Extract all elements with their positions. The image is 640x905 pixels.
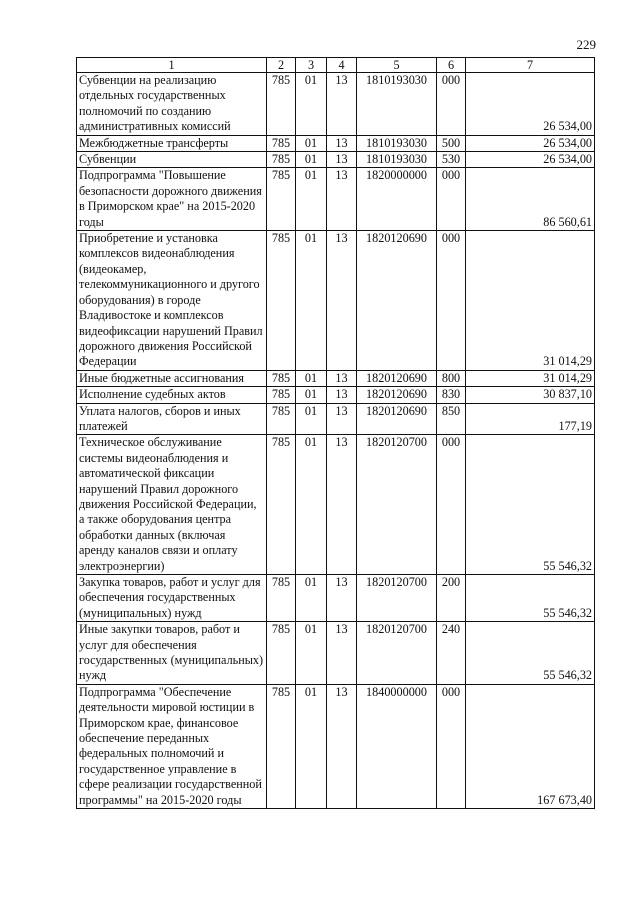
table-row — [77, 73, 595, 136]
row-name-cell: Субвенции на реализацию отдельных государственных полномочий по созданию административных комиссий — [77, 73, 267, 136]
row-name-cell: Иные закупки товаров, работ и услуг для обеспечения государственных (муниципальных) нужд — [77, 622, 267, 685]
target-article-cell: 1820120700 — [357, 435, 437, 575]
target-article-cell: 1820120690 — [357, 370, 437, 386]
section-code-cell: 01 — [296, 622, 327, 685]
expense-type-cell: 000 — [437, 73, 466, 136]
table-body — [77, 73, 595, 809]
section-code-cell: 01 — [296, 435, 327, 575]
ministry-code-cell: 785 — [267, 435, 296, 575]
expense-type-cell: 000 — [437, 435, 466, 575]
section-code-cell: 01 — [296, 231, 327, 371]
subsection-code-cell: 13 — [327, 575, 357, 622]
column-header: 7 — [466, 58, 595, 73]
section-code-cell: 01 — [296, 684, 327, 808]
amount-cell: 26 534,00 — [466, 152, 595, 168]
table-row — [77, 231, 595, 371]
expense-type-cell: 000 — [437, 231, 466, 371]
ministry-code-cell: 785 — [267, 168, 296, 231]
table-row — [77, 135, 595, 151]
expense-type-cell: 530 — [437, 152, 466, 168]
ministry-code-cell: 785 — [267, 135, 296, 151]
table-row — [77, 370, 595, 386]
section-code-cell: 01 — [296, 387, 327, 403]
amount-cell: 55 546,32 — [466, 435, 595, 575]
table-row — [77, 435, 595, 575]
amount-cell: 55 546,32 — [466, 622, 595, 685]
section-code-cell: 01 — [296, 403, 327, 435]
table-header-row — [77, 58, 595, 73]
table-row — [77, 622, 595, 685]
amount-cell: 177,19 — [466, 403, 595, 435]
expense-type-cell: 850 — [437, 403, 466, 435]
amount-cell: 26 534,00 — [466, 73, 595, 136]
subsection-code-cell: 13 — [327, 403, 357, 435]
expense-type-cell: 500 — [437, 135, 466, 151]
target-article-cell: 1840000000 — [357, 684, 437, 808]
row-name-cell: Приобретение и установка комплексов видеонаблюдения (видеокамер, телекоммуникационного и другого оборудования) в городе Владивостоке и комплексов видеофиксации нарушений Правил дорожного движения Российской Федерации — [77, 231, 267, 371]
ministry-code-cell: 785 — [267, 575, 296, 622]
column-header: 5 — [357, 58, 437, 73]
column-header: 2 — [267, 58, 296, 73]
row-name-cell: Закупка товаров, работ и услуг для обеспечения государственных (муниципальных) нужд — [77, 575, 267, 622]
row-name-cell: Иные бюджетные ассигнования — [77, 370, 267, 386]
amount-cell: 167 673,40 — [466, 684, 595, 808]
amount-cell: 30 837,10 — [466, 387, 595, 403]
expense-type-cell: 830 — [437, 387, 466, 403]
target-article-cell: 1810193030 — [357, 152, 437, 168]
table-row — [77, 684, 595, 808]
amount-cell: 26 534,00 — [466, 135, 595, 151]
target-article-cell: 1810193030 — [357, 135, 437, 151]
target-article-cell: 1820120690 — [357, 403, 437, 435]
section-code-cell: 01 — [296, 152, 327, 168]
row-name-cell: Исполнение судебных актов — [77, 387, 267, 403]
section-code-cell: 01 — [296, 135, 327, 151]
row-name-cell: Межбюджетные трансферты — [77, 135, 267, 151]
row-name-cell: Подпрограмма "Повышение безопасности дорожного движения в Приморском крае" на 2015-2020 годы — [77, 168, 267, 231]
target-article-cell: 1820120700 — [357, 575, 437, 622]
subsection-code-cell: 13 — [327, 435, 357, 575]
section-code-cell: 01 — [296, 575, 327, 622]
amount-cell: 31 014,29 — [466, 231, 595, 371]
subsection-code-cell: 13 — [327, 387, 357, 403]
budget-table — [76, 57, 595, 809]
expense-type-cell: 800 — [437, 370, 466, 386]
section-code-cell: 01 — [296, 168, 327, 231]
subsection-code-cell: 13 — [327, 73, 357, 136]
table-row — [77, 403, 595, 435]
page-number: 229 — [576, 37, 596, 52]
expense-type-cell: 000 — [437, 168, 466, 231]
subsection-code-cell: 13 — [327, 152, 357, 168]
ministry-code-cell: 785 — [267, 403, 296, 435]
ministry-code-cell: 785 — [267, 370, 296, 386]
amount-cell: 86 560,61 — [466, 168, 595, 231]
subsection-code-cell: 13 — [327, 622, 357, 685]
expense-type-cell: 200 — [437, 575, 466, 622]
subsection-code-cell: 13 — [327, 370, 357, 386]
column-header: 4 — [327, 58, 357, 73]
ministry-code-cell: 785 — [267, 387, 296, 403]
amount-cell: 31 014,29 — [466, 370, 595, 386]
subsection-code-cell: 13 — [327, 684, 357, 808]
column-header: 3 — [296, 58, 327, 73]
ministry-code-cell: 785 — [267, 231, 296, 371]
subsection-code-cell: 13 — [327, 135, 357, 151]
target-article-cell: 1820120700 — [357, 622, 437, 685]
column-header: 1 — [77, 58, 267, 73]
section-code-cell: 01 — [296, 370, 327, 386]
table-row — [77, 152, 595, 168]
expense-type-cell: 240 — [437, 622, 466, 685]
amount-cell: 55 546,32 — [466, 575, 595, 622]
section-code-cell: 01 — [296, 73, 327, 136]
target-article-cell: 1820120690 — [357, 231, 437, 371]
subsection-code-cell: 13 — [327, 168, 357, 231]
expense-type-cell: 000 — [437, 684, 466, 808]
ministry-code-cell: 785 — [267, 152, 296, 168]
column-header: 6 — [437, 58, 466, 73]
table-row — [77, 168, 595, 231]
row-name-cell: Подпрограмма "Обеспечение деятельности мировой юстиции в Приморском крае, финансовое обеспечение переданных федеральных полномочий и государственное управление в сфере реализации государственной программы" на 2015-2020 годы — [77, 684, 267, 808]
target-article-cell: 1810193030 — [357, 73, 437, 136]
table-row — [77, 575, 595, 622]
ministry-code-cell: 785 — [267, 622, 296, 685]
row-name-cell: Техническое обслуживание системы видеонаблюдения и автоматической фиксации нарушений Правил дорожного движения Российской Федерации, а также оборудования центра обработки данных (включая аренду каналов связи и оплату электроэнергии) — [77, 435, 267, 575]
target-article-cell: 1820000000 — [357, 168, 437, 231]
row-name-cell: Уплата налогов, сборов и иных платежей — [77, 403, 267, 435]
table-row — [77, 387, 595, 403]
target-article-cell: 1820120690 — [357, 387, 437, 403]
ministry-code-cell: 785 — [267, 73, 296, 136]
subsection-code-cell: 13 — [327, 231, 357, 371]
row-name-cell: Субвенции — [77, 152, 267, 168]
ministry-code-cell: 785 — [267, 684, 296, 808]
